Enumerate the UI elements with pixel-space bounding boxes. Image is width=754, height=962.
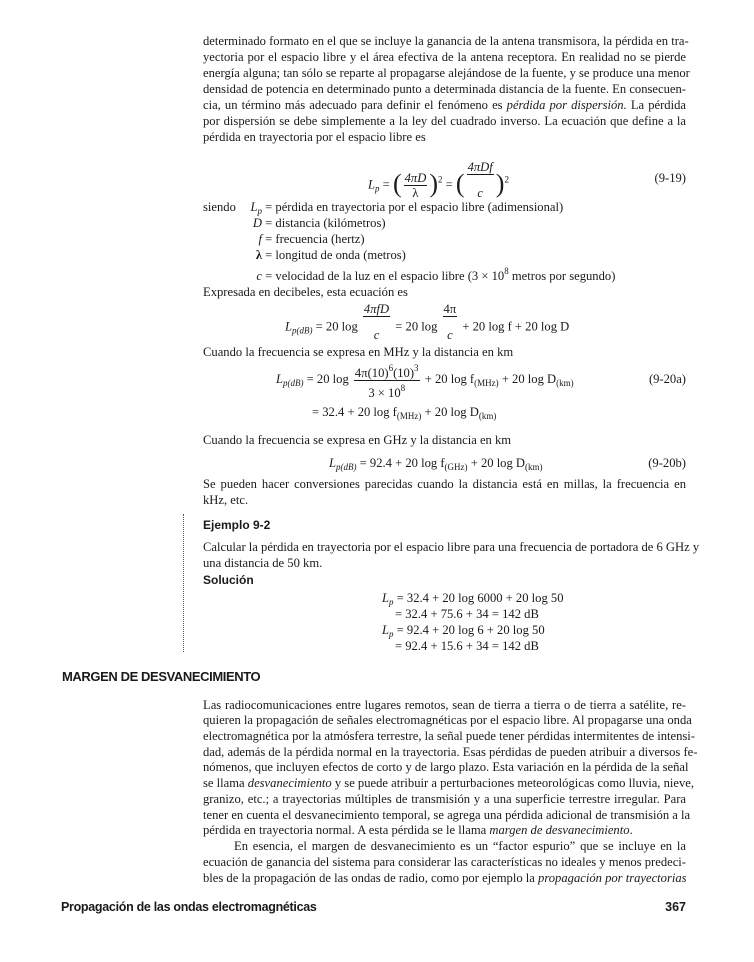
section-heading: MARGEN DE DESVANECIMIENTO [62,669,261,684]
text-line [203,775,694,791]
eq-text: = 20 log [395,319,438,334]
text-line [203,870,686,886]
eq-sub: (MHz) [396,411,422,421]
eq-symbol: L [285,319,293,334]
text-line: determinado formato en el que se incluye la ganancia de la antena transmisora, la pérdida en tra- [203,34,689,48]
text-line [203,822,686,838]
definition: = longitud de onda (metros) [265,248,406,262]
text-line: una distancia de 50 km. [203,556,323,570]
text-line: energía alguna; tan sólo se reparte al propagarse alejándose de la fuente, y se produce una menor [203,66,690,80]
eq-op: = [445,177,453,192]
italic-term: propagación por trayectorias [538,871,687,885]
definition: = velocidad de la luz en el espacio libre (3 × 10 [265,269,505,283]
text: cia, un término más adecuado para definir el fenómeno es [203,98,507,112]
denominator: 3 × 10 [368,385,401,400]
solution-eq: = 32.4 + 75.6 + 34 = 142 dB [395,607,539,621]
eq-sub: p(dB) [283,378,304,388]
eq-sub: (MHz) [474,378,499,388]
symbol: D [252,216,262,230]
numerator: 4π(10) [354,365,389,380]
text-line: tener en cuenta el desvanecimiento temporal, se agrega una pérdida adicional de transmisión a la [203,808,691,822]
text-line: quieren la propagación de señales electromagnéticas por el espacio libre. Al propagarse una onda [203,713,692,727]
italic-term: margen de desvanecimiento [489,823,630,837]
text-line: Se pueden hacer conversiones parecidas cuando la distancia está en millas, la frecuencia en [203,477,686,491]
exponent: 3 [414,362,419,373]
text-line: granizo, etc.; a trayectorias múltiples de transmisión y a una superficie terrestre irregular. Para [203,792,686,806]
solution-eq: = 92.4 + 15.6 + 34 = 142 dB [395,639,539,653]
symbol: c [256,269,262,283]
example-title: Ejemplo 9-2 [203,518,271,532]
numerator: (10) [393,365,415,380]
eq-sub: p(dB) [336,462,357,472]
footer-title: Propagación de las ondas electromagnéticas [61,900,317,914]
definition: = frecuencia (hertz) [265,232,365,246]
definition: metros por segundo) [508,269,616,283]
eq-text: = 92.4 + 20 log 6 + 20 log 50 [396,623,545,637]
page-number: 367 [665,900,686,914]
text-line: dad, además de la pérdida normal en la trayectoria. Esas pérdidas de pueden atribuir a diversos fe- [203,745,698,759]
eq-sub: p(dB) [292,325,313,336]
denominator: c [373,328,380,342]
exponent: 8 [504,266,509,276]
text-line: pérdida en trayectoria por el espacio libre es [203,130,426,144]
text-line: kHz, etc. [203,493,249,507]
eq-text: + 20 log f [424,372,475,386]
denominator: λ [412,186,419,200]
exponent: 2 [437,174,443,185]
eq-symbol: L [382,623,390,637]
eq-sub: (km) [525,462,543,472]
eq-sub: p [389,629,394,639]
eq-text: = 20 log [306,372,349,386]
text-line: nómenos, que incluyen efectos de corto y de largo plazo. Esta variación en la pérdida de la señal [203,760,689,774]
eq-sub: (km) [556,378,574,388]
equation-9-20a-line2 [312,404,496,424]
denominator: c [477,186,483,200]
text: . [629,823,633,837]
italic-term: desvanecimiento [247,776,332,790]
text-line: Cuando la frecuencia se expresa en GHz y la distancia en km [203,433,512,447]
eq-text: + 20 log D [467,456,526,470]
text-line: Cuando la frecuencia se expresa en MHz y la distancia en km [203,345,514,359]
denominator: c [447,328,453,342]
exponent: 6 [388,362,394,373]
text-line: En esencia, el margen de desvanecimiento es un “factor espurio” que se incluye en la [234,839,686,853]
equation-9-19: $L_p$ = ( $\frac{4\pi D}{\lambda}$ )$^2$ = ( $\frac{\text{4πDf}}{c})^2$ [368,160,509,211]
eq-symbol: L [329,456,337,470]
equation-number: (9-19) [654,171,686,185]
eq-symbol: L [276,372,284,386]
equation-number: (9-20b) [648,456,686,470]
text-line: yectoria por el espacio libre y el área efectiva de la antena receptora. En realidad no se pierde [203,50,686,64]
eq-op: = [382,177,390,192]
symbol: λ [255,248,262,262]
text-line: ecuación de ganancia del sistema para considerar las características no ideales y menos predeci- [203,855,686,869]
text: bles de la propagación de las ondas de radio, como por ejemplo la [203,871,539,885]
text-line: Calcular la pérdida en trayectoria por el espacio libre para una frecuencia de portadora de 6 GHz y [203,540,700,554]
exponent: 8 [400,382,406,393]
eq-text: + 20 log D [421,405,479,419]
definition: = pérdida en trayectoria por el espacio libre (adimensional) [265,200,564,214]
text-line: Las radiocomunicaciones entre lugares remotos, sean de tierra a tierra o de tierra a satélite, re- [203,698,686,712]
numerator: 4πD [404,171,427,185]
eq-symbol: L [382,591,390,605]
eq-sub: p [389,597,394,607]
eq-text: = 92.4 + 20 log f [359,456,445,470]
example-sidebar-rule [183,514,184,652]
text-line: electromagnética por la atmósfera terrestre, la señal puede tener pérdidas intermitentes de intensi- [203,729,695,743]
equation-9-20a [276,360,574,402]
definition: = distancia (kilómetros) [265,216,386,230]
solution-title: Solución [203,573,254,587]
eq-text: + 20 log f + 20 log D [462,319,570,334]
italic-term: pérdida por dispersión. [506,98,627,112]
symbol: $L_p$ [250,200,262,216]
text-line: por dispersión se debe simplemente a la ley del cuadrado inverso. La ecuación que define a la [203,114,686,128]
text-line: densidad de potencia en determinado punto a determinada distancia de la fuente. En consecuen- [203,82,686,96]
text-line [203,97,686,113]
eq-sub: p [375,183,380,194]
text: se llama [203,776,248,790]
eq-text: = 32.4 + 20 log f [312,405,397,419]
equation-9-20b [329,455,543,475]
numerator: 4π [443,302,457,316]
exponent: 2 [504,174,509,185]
eq-text: = 32.4 + 20 log 6000 + 20 log 50 [396,591,564,605]
text: pérdida en trayectoria normal. A esta pérdida se le llama [203,823,490,837]
eq-text: = 20 log [315,319,358,334]
eq-sub: (km) [478,411,497,421]
eq-text: + 20 log D [501,372,557,386]
numerator: 4πDf [467,160,493,174]
numerator: 4πfD [363,302,390,316]
eq-sub: (GHz) [444,462,468,472]
text: La pérdida [626,98,686,112]
siendo-label: siendo [203,200,236,214]
text-line: Expresada en decibeles, esta ecuación es [203,285,408,299]
text: y se puede atribuir a perturbaciones meteorológicas como lluvia, nieve, [331,776,694,790]
fraction [404,171,428,200]
equation-number: (9-20a) [648,372,686,386]
symbol: f [258,232,262,246]
eq-symbol: L [368,177,376,192]
